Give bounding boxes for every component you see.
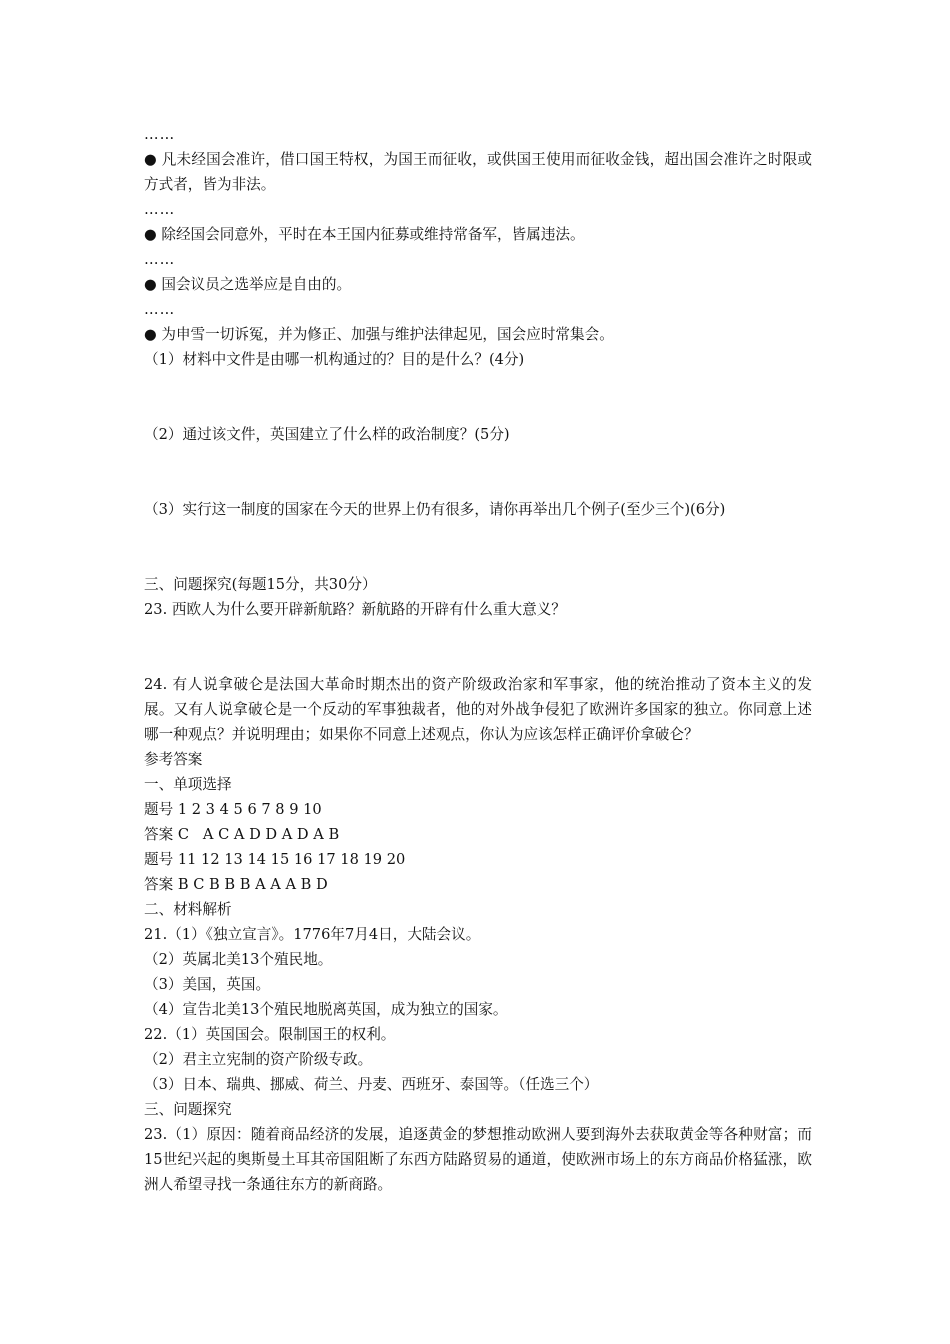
answer-space <box>144 522 812 572</box>
ellipsis: …… <box>144 251 176 268</box>
question-1: （1）材料中文件是由哪一机构通过的？目的是什么？(4分) <box>144 351 525 368</box>
answers-section-1-title: 一、单项选择 <box>144 776 232 793</box>
material-item-3: ● 国会议员之选举应是自由的。 <box>144 276 352 293</box>
answer-21-2: （2）英属北美13个殖民地。 <box>144 951 333 968</box>
answers-section-2-title: 二、材料解析 <box>144 901 232 918</box>
question-2: （2）通过该文件，英国建立了什么样的政治制度？(5分) <box>144 426 510 443</box>
answer-21-1: 21.（1）《独立宣言》。1776年7月4日，大陆会议。 <box>144 926 481 943</box>
answer-space <box>144 622 812 672</box>
material-item-4: ● 为申雪一切诉冤，并为修正、加强与维护法律起见，国会应时常集会。 <box>144 326 614 343</box>
answer-23-1: 23.（1）原因：随着商品经济的发展，追逐黄金的梦想推动欧洲人要到海外去获取黄金等各种财富；而15世纪兴起的奥斯曼土耳其帝国阻断了东西方陆路贸易的通道，使欧洲市场上的东方商品价格猛涨，欧洲人希望寻找一条通往东方的新商路。 <box>144 1126 812 1193</box>
answer-22-1: 22.（1）英国国会。限制国王的权利。 <box>144 1026 396 1043</box>
document-page <box>144 122 812 1197</box>
answer-row-2-answers: 答案 B C B B B A A A B D <box>144 876 328 893</box>
ellipsis: …… <box>144 201 176 218</box>
answer-22-2: （2）君主立宪制的资产阶级专政。 <box>144 1051 373 1068</box>
answer-space <box>144 447 812 497</box>
answer-22-3: （3）日本、瑞典、挪威、荷兰、丹麦、西班牙、泰国等。（任选三个） <box>144 1076 599 1093</box>
question-24: 24. 有人说拿破仑是法国大革命时期杰出的资产阶级政治家和军事家，他的统治推动了资本主义的发展。又有人说拿破仑是一个反动的军事独裁者，他的对外战争侵犯了欧洲许多国家的独立。你同意上述哪一种观点？并说明理由；如果你不同意上述观点，你认为应该怎样正确评价拿破仑？ <box>144 676 812 743</box>
answer-row-1-answers: 答案 C A C A D D A D A B <box>144 826 340 843</box>
answer-space <box>144 372 812 422</box>
answer-row-1-label: 题号 1 2 3 4 5 6 7 8 9 10 <box>144 801 322 818</box>
material-item-1: ● 凡未经国会准许，借口国王特权，为国王而征收，或供国王使用而征收金钱，超出国会准许之时限或方式者，皆为非法。 <box>144 151 812 193</box>
ellipsis: …… <box>144 301 176 318</box>
answers-section-3-title: 三、问题探究 <box>144 1101 232 1118</box>
answers-title: 参考答案 <box>144 751 203 768</box>
question-23: 23. 西欧人为什么要开辟新航路？新航路的开辟有什么重大意义？ <box>144 601 566 618</box>
answer-21-4: （4）宣告北美13个殖民地脱离英国，成为独立的国家。 <box>144 1001 508 1018</box>
answer-21-3: （3）美国，英国。 <box>144 976 271 993</box>
question-3: （3）实行这一制度的国家在今天的世界上仍有很多，请你再举出几个例子(至少三个)(6分) <box>144 501 726 518</box>
ellipsis: …… <box>144 126 176 143</box>
section-3-title: 三、问题探究(每题15分，共30分） <box>144 576 377 593</box>
material-item-2: ● 除经国会同意外，平时在本王国内征募或维持常备军，皆属违法。 <box>144 226 585 243</box>
answer-row-2-label: 题号 11 12 13 14 15 16 17 18 19 20 <box>144 851 406 868</box>
